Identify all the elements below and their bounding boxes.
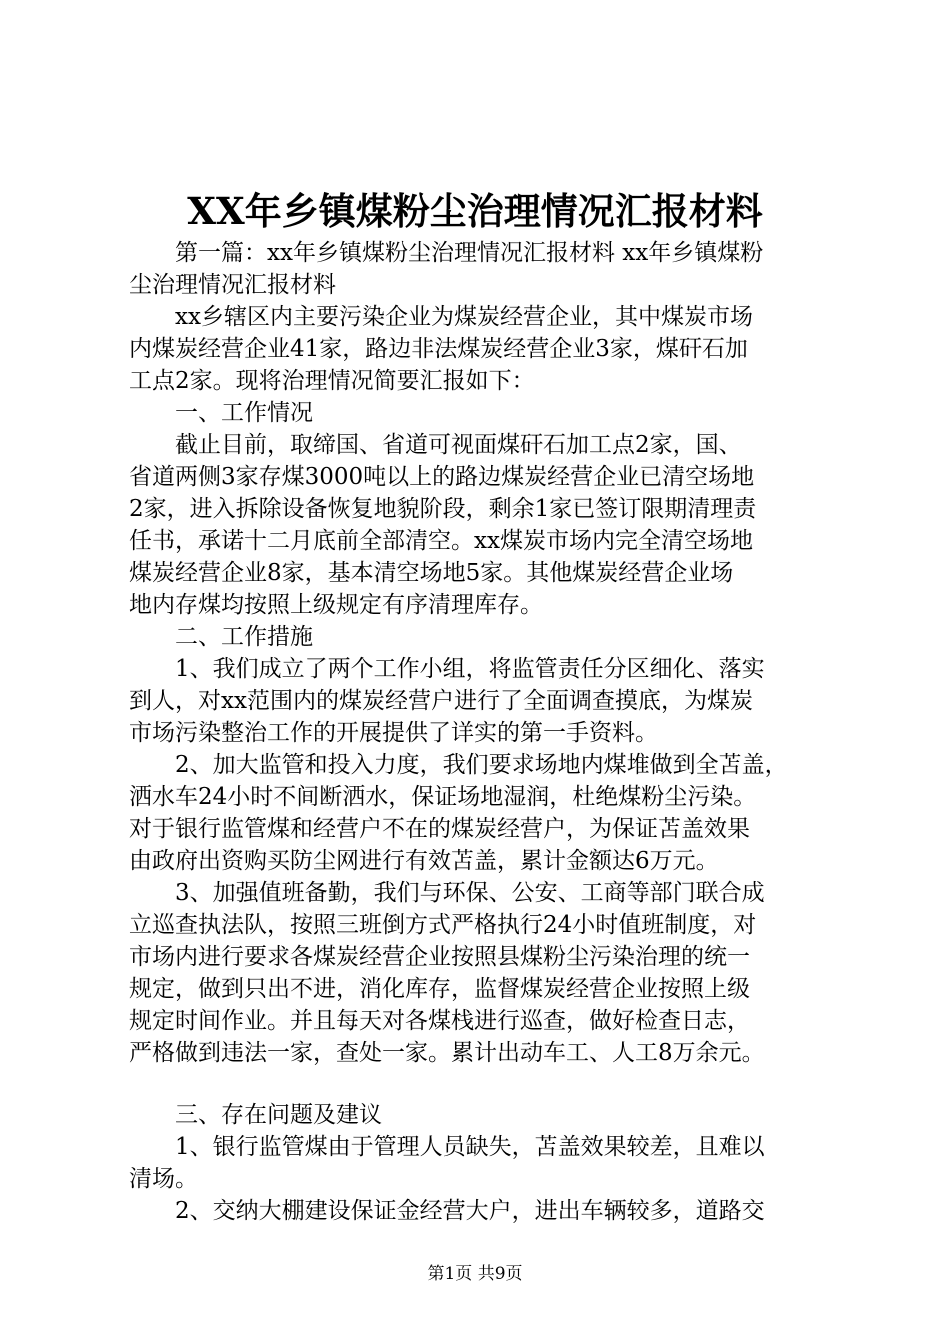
body-line: xx乡辖区内主要污染企业为煤炭经营企业，其中煤炭市场 xyxy=(129,304,753,330)
body-line: 到人，对xx范围内的煤炭经营户进行了全面调查摸底，为煤炭 xyxy=(129,688,753,714)
body-line: 3、加强值班备勤，我们与环保、公安、工商等部门联合成 xyxy=(129,880,765,906)
body-line: 由政府出资购买防尘网进行有效苫盖，累计金额达6万元。 xyxy=(129,848,719,874)
body-line: 省道两侧3家存煤3000吨以上的路边煤炭经营企业已清空场地 xyxy=(129,464,755,490)
body-line: 洒水车24小时不间断洒水，保证场地湿润，杜绝煤粉尘污染。 xyxy=(129,784,757,810)
body-line: 2家，进入拆除设备恢复地貌阶段，剩余1家已签订限期清理责 xyxy=(129,496,757,522)
section-heading: 一、工作情况 xyxy=(129,400,313,426)
body-line: 2、加大监管和投入力度，我们要求场地内煤堆做到全苫盖， xyxy=(129,752,788,778)
section-heading: 二、工作措施 xyxy=(129,624,313,650)
body-line: 第一篇：xx年乡镇煤粉尘治理情况汇报材料 xx年乡镇煤粉 xyxy=(129,240,764,266)
body-line: 内煤炭经营企业41家，路边非法煤炭经营企业3家，煤矸石加 xyxy=(129,336,748,362)
body-line: 规定时间作业。并且每天对各煤栈进行巡查，做好检查日志， xyxy=(129,1008,750,1034)
body-line: 工点2家。现将治理情况简要汇报如下： xyxy=(129,368,535,394)
body-line: 立巡查执法队，按照三班倒方式严格执行24小时值班制度，对 xyxy=(129,912,757,938)
body-line: 市场内进行要求各煤炭经营企业按照县煤粉尘污染治理的统一 xyxy=(129,944,750,970)
body-line: 市场污染整治工作的开展提供了详实的第一手资料。 xyxy=(129,720,658,746)
body-line: 截止目前，取缔国、省道可视面煤矸石加工点2家，国、 xyxy=(129,432,742,458)
body-line: 1、银行监管煤由于管理人员缺失，苫盖效果较差，且难以 xyxy=(129,1134,765,1160)
body-line: 尘治理情况汇报材料 xyxy=(129,272,336,298)
page-number: 第1页 共9页 xyxy=(427,1264,523,1284)
paragraph-gap xyxy=(129,1069,839,1099)
body-line: 规定，做到只出不进，消化库存，监督煤炭经营企业按照上级 xyxy=(129,976,750,1002)
document-title: XX年乡镇煤粉尘治理情况汇报材料 xyxy=(187,189,763,233)
document-body xyxy=(129,237,839,1227)
section-heading: 三、存在问题及建议 xyxy=(129,1102,382,1128)
body-line: 任书，承诺十二月底前全部清空。xx煤炭市场内完全清空场地 xyxy=(129,528,753,554)
body-line: 清场。 xyxy=(129,1166,198,1192)
body-line: 严格做到违法一家，查处一家。累计出动车工、人工8万余元。 xyxy=(129,1040,765,1066)
body-line: 地内存煤均按照上级规定有序清理库存。 xyxy=(129,592,543,618)
body-line: 对于银行监管煤和经营户不在的煤炭经营户，为保证苫盖效果 xyxy=(129,816,750,842)
body-line: 1、我们成立了两个工作小组，将监管责任分区细化、落实 xyxy=(129,656,765,682)
body-line: 煤炭经营企业8家，基本清空场地5家。其他煤炭经营企业场 xyxy=(129,560,734,586)
body-line: 2、交纳大棚建设保证金经营大户，进出车辆较多，道路交 xyxy=(129,1198,765,1224)
